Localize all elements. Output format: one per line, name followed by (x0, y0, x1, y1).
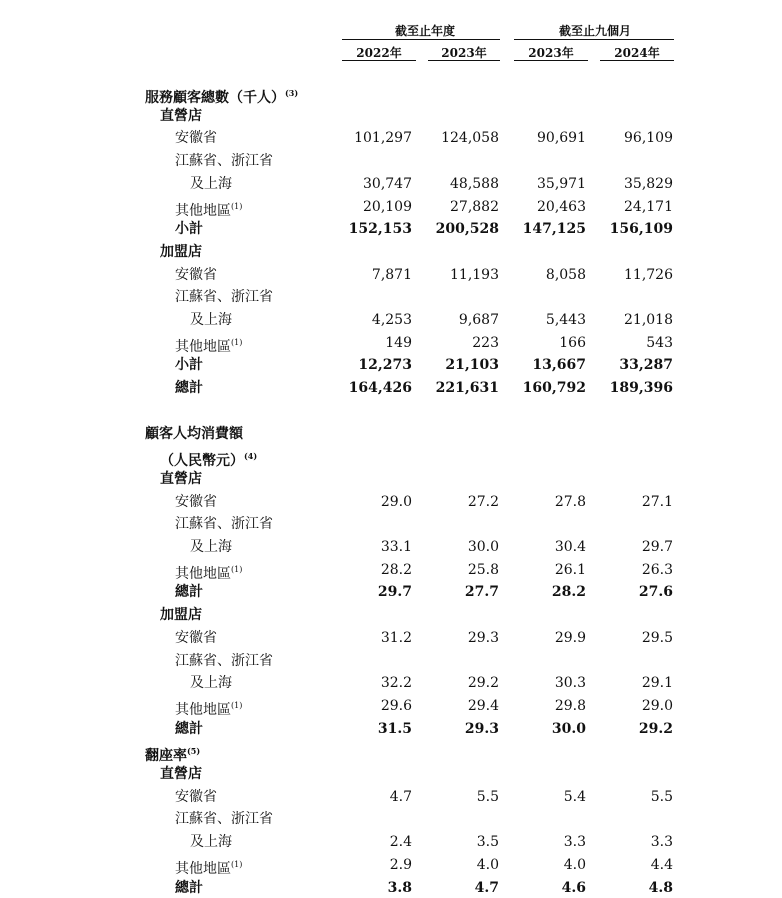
footnote-marker: (1) (231, 201, 243, 211)
cell-value: 4.4 (650, 856, 673, 873)
cell-value: 27.6 (638, 584, 673, 601)
row-label (190, 673, 235, 693)
row-label (190, 174, 235, 194)
table-row (0, 378, 782, 398)
cell-value: 5.5 (476, 788, 499, 805)
cell-value: 32.2 (380, 675, 412, 692)
table-row (0, 242, 782, 262)
cell-value: 3.5 (476, 834, 499, 851)
cell-value: 29.5 (641, 629, 673, 646)
row-label-text: 直營店 (160, 470, 202, 487)
table-row (0, 333, 782, 353)
cell-value: 124,058 (441, 130, 499, 147)
cell-value: 4.7 (474, 879, 499, 896)
table-row (0, 265, 782, 285)
row-label-text: 總計 (175, 380, 203, 397)
row-label-text: 江蘇省、浙江省 (175, 153, 273, 170)
cell-value: 28.2 (380, 561, 412, 578)
cell-value: 29.3 (464, 720, 499, 737)
row-label-text: 總計 (175, 584, 203, 601)
cell-value: 4.6 (561, 879, 586, 896)
table-row (0, 287, 782, 307)
row-label-text: 加盟店 (160, 243, 202, 260)
row-label (175, 128, 220, 148)
row-label (190, 537, 235, 557)
row-label (175, 651, 273, 671)
cell-value: 3.8 (387, 879, 412, 896)
cell-value: 21,103 (445, 357, 499, 374)
row-label-text: 安徽省 (175, 130, 217, 147)
cell-value: 29.7 (641, 539, 673, 555)
row-label-text: 總計 (175, 720, 203, 737)
row-label-text: 安徽省 (175, 493, 217, 510)
cell-value: 164,426 (348, 380, 412, 397)
header-col-2023a: 2023年 (441, 46, 487, 60)
section-title (145, 83, 298, 108)
cell-value: 29.2 (467, 675, 499, 692)
header-rule-col-2023a (428, 60, 500, 61)
cell-value: 48,588 (450, 175, 499, 192)
cell-value: 223 (472, 334, 499, 351)
cell-value: 24,171 (624, 198, 673, 215)
row-label (175, 378, 206, 398)
cell-value: 20,109 (363, 198, 412, 215)
row-label-text: 江蘇省、浙江省 (175, 652, 273, 669)
cell-value: 30.3 (554, 675, 586, 692)
cell-value: 221,631 (435, 380, 499, 397)
cell-value: 31.5 (377, 720, 412, 737)
footnote-marker: (1) (231, 337, 243, 347)
header-rule-col-2024 (600, 60, 674, 61)
cell-value: 9,687 (458, 312, 499, 328)
row-label (175, 878, 206, 898)
header-rule-col-2022 (342, 60, 416, 61)
cell-value: 12,273 (358, 357, 412, 374)
cell-value: 30.0 (467, 539, 499, 555)
table-row (0, 696, 782, 716)
row-label-text: 直營店 (160, 766, 202, 782)
cell-value: 7,871 (371, 266, 412, 283)
cell-value: 29.9 (554, 629, 586, 646)
cell-value: 29.8 (554, 697, 586, 714)
section-title (160, 446, 257, 471)
row-label (175, 492, 220, 512)
cell-value: 5,443 (545, 312, 586, 328)
row-label-text: 顧客人均消費額 (145, 425, 243, 442)
cell-value: 25.8 (467, 561, 499, 578)
table-row (0, 219, 782, 239)
row-label-text: 江蘇省、浙江省 (175, 516, 273, 533)
header-group-annual: 截至止年度 (394, 24, 455, 38)
table-row (0, 106, 782, 126)
section-title (145, 741, 200, 766)
cell-value: 2.4 (389, 834, 412, 851)
footnote-marker: (3) (285, 88, 299, 98)
row-label-text: 及上海 (190, 175, 232, 192)
table-row (0, 787, 782, 807)
cell-value: 35,971 (537, 175, 586, 192)
footnote-marker: (4) (244, 451, 258, 462)
cell-value: 4,253 (371, 312, 412, 328)
table-row (0, 719, 782, 739)
cell-value: 189,396 (609, 380, 673, 397)
cell-value: 5.4 (563, 788, 586, 805)
cell-value: 29.1 (641, 675, 673, 692)
cell-value: 33.1 (380, 539, 412, 555)
row-label-text: 及上海 (190, 539, 232, 555)
table-row (0, 151, 782, 171)
cell-value: 29.7 (377, 584, 412, 601)
footnote-marker: (1) (231, 700, 243, 710)
row-label-text: 安徽省 (175, 629, 217, 646)
row-label-text: 服務顧客總數（千人） (145, 90, 285, 106)
row-label-text: 其他地區 (175, 202, 231, 219)
cell-value: 27.7 (464, 584, 499, 601)
row-label-text: 直營店 (160, 107, 202, 124)
cell-value: 28.2 (551, 584, 586, 601)
row-label-text: 其他地區 (175, 338, 231, 355)
cell-value: 27.8 (554, 493, 586, 510)
header-col-2022: 2022年 (356, 46, 402, 60)
cell-value: 8,058 (545, 266, 586, 283)
cell-value: 4.0 (476, 856, 499, 873)
table-row (0, 537, 782, 557)
row-label-text: 翻座率 (145, 748, 187, 765)
row-label (190, 832, 235, 852)
row-label (175, 514, 273, 534)
cell-value: 200,528 (435, 221, 499, 238)
subsection-title (160, 106, 202, 126)
cell-value: 33,287 (619, 357, 673, 374)
cell-value: 3.3 (650, 834, 673, 851)
table-row (0, 424, 782, 444)
table-row (0, 809, 782, 829)
subsection-title (160, 605, 202, 625)
header-rule-annual (342, 39, 500, 40)
cell-value: 29.0 (641, 697, 673, 714)
cell-value: 160,792 (522, 380, 586, 397)
row-label (190, 310, 235, 330)
footnote-marker: (1) (231, 564, 243, 574)
cell-value: 11,726 (624, 266, 673, 283)
cell-value: 4.7 (389, 788, 412, 805)
cell-value: 26.3 (641, 561, 673, 578)
row-label (175, 151, 273, 171)
subsection-title (160, 469, 202, 489)
row-label (175, 560, 245, 584)
cell-value: 27.1 (641, 493, 673, 510)
cell-value: 13,667 (532, 357, 586, 374)
row-label-text: 其他地區 (175, 565, 231, 582)
cell-value: 4.0 (563, 856, 586, 873)
cell-value: 4.8 (648, 879, 673, 896)
row-label-text: 及上海 (190, 834, 232, 851)
table-row (0, 355, 782, 375)
row-label (175, 855, 245, 879)
row-label-text: 小計 (175, 221, 203, 238)
cell-value: 156,109 (609, 221, 673, 238)
cell-value: 29.6 (380, 697, 412, 714)
subsection-title (160, 764, 202, 784)
table-row (0, 469, 782, 489)
cell-value: 2.9 (389, 856, 412, 873)
row-label-text: 其他地區 (175, 701, 231, 718)
cell-value: 152,153 (348, 221, 412, 238)
row-label-text: 總計 (175, 879, 203, 896)
row-label-text: 其他地區 (175, 860, 231, 877)
cell-value: 543 (646, 334, 673, 351)
cell-value: 90,691 (537, 130, 586, 147)
row-label-text: （人民幣元） (160, 453, 244, 470)
table-row (0, 514, 782, 534)
header-group-nine-months: 截至止九個月 (558, 24, 631, 38)
cell-value: 27,882 (450, 198, 499, 215)
row-label-text: 及上海 (190, 675, 232, 692)
row-label (175, 355, 206, 375)
row-label-text: 小計 (175, 357, 203, 374)
row-label (175, 628, 220, 648)
cell-value: 149 (385, 334, 412, 351)
cell-value: 101,297 (354, 130, 412, 147)
table-row (0, 628, 782, 648)
cell-value: 30,747 (363, 175, 412, 192)
row-label (175, 265, 220, 285)
cell-value: 11,193 (450, 266, 499, 283)
row-label-text: 安徽省 (175, 266, 217, 283)
cell-value: 147,125 (522, 221, 586, 238)
header-col-2024: 2024年 (614, 46, 660, 60)
table-row (0, 582, 782, 602)
table-row (0, 878, 782, 898)
table-row (0, 560, 782, 580)
table-row (0, 855, 782, 875)
table-row (0, 764, 782, 784)
table-row (0, 174, 782, 194)
cell-value: 29.3 (467, 629, 499, 646)
row-label-text: 及上海 (190, 312, 232, 328)
header-col-2023b: 2023年 (528, 46, 574, 60)
cell-value: 96,109 (624, 130, 673, 147)
cell-value: 5.5 (650, 788, 673, 805)
cell-value: 35,829 (624, 175, 673, 192)
table-row (0, 741, 782, 765)
cell-value: 29.0 (380, 493, 412, 510)
row-label-text: 加盟店 (160, 607, 202, 624)
table-row (0, 446, 782, 470)
cell-value: 30.4 (554, 539, 586, 555)
table-row (0, 310, 782, 330)
row-label (175, 287, 273, 307)
cell-value: 20,463 (537, 198, 586, 215)
footnote-marker: (5) (187, 746, 201, 757)
cell-value: 31.2 (380, 629, 412, 646)
row-label (175, 219, 206, 239)
row-label (175, 197, 245, 221)
row-label (175, 582, 206, 602)
section-title (145, 424, 243, 444)
table-row (0, 492, 782, 512)
cell-value: 166 (559, 334, 586, 351)
row-label (175, 719, 206, 739)
row-label-text: 江蘇省、浙江省 (175, 289, 273, 306)
table-row (0, 651, 782, 671)
footnote-marker: (1) (231, 859, 243, 869)
row-label (175, 696, 245, 720)
cell-value: 30.0 (551, 720, 586, 737)
table-row (0, 832, 782, 852)
table-row (0, 197, 782, 217)
cell-value: 26.1 (554, 561, 586, 578)
row-label-text: 江蘇省、浙江省 (175, 811, 273, 828)
table-row (0, 605, 782, 625)
cell-value: 29.4 (467, 697, 499, 714)
cell-value: 3.3 (563, 834, 586, 851)
header-rule-nine-months (514, 39, 674, 40)
row-label (175, 809, 273, 829)
cell-value: 21,018 (624, 312, 673, 328)
table-row (0, 83, 782, 106)
row-label (175, 333, 245, 357)
cell-value: 29.2 (638, 720, 673, 737)
subsection-title (160, 242, 202, 262)
header-rule-col-2023b (514, 60, 588, 61)
row-label (175, 787, 220, 807)
cell-value: 27.2 (467, 493, 499, 510)
table-row (0, 673, 782, 693)
row-label-text: 安徽省 (175, 788, 217, 805)
table-row (0, 128, 782, 148)
